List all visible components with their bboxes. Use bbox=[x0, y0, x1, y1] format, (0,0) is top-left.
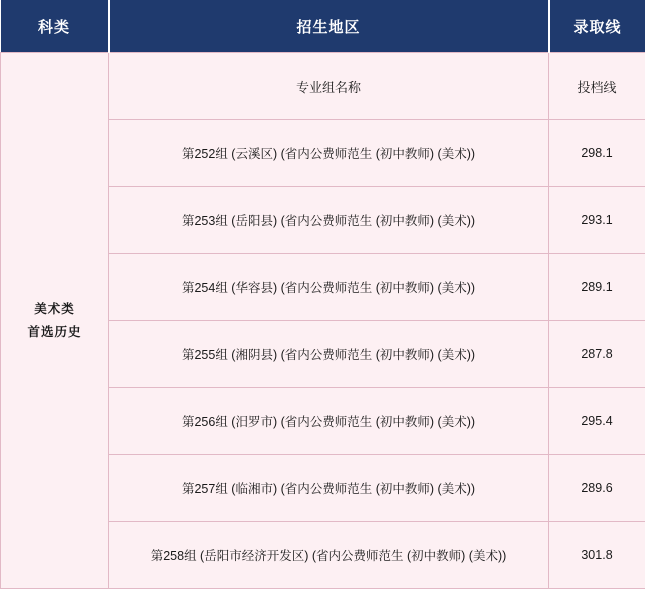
row-region: 第255组 (湘阴县) (省内公费师范生 (初中教师) (美术)) bbox=[109, 321, 549, 388]
table-body bbox=[1, 53, 645, 589]
header-category: 科类 bbox=[1, 0, 109, 53]
category-name-line2: 首选历史 bbox=[27, 324, 82, 339]
row-score: 289.1 bbox=[549, 254, 645, 321]
row-region: 第252组 (云溪区) (省内公费师范生 (初中教师) (美术)) bbox=[109, 120, 549, 187]
table-subheader-row bbox=[1, 53, 645, 120]
row-region: 第258组 (岳阳市经济开发区) (省内公费师范生 (初中教师) (美术)) bbox=[109, 522, 549, 589]
category-name-line1: 美术类 bbox=[34, 302, 75, 316]
row-score: 298.1 bbox=[549, 120, 645, 187]
header-score: 录取线 bbox=[549, 0, 645, 53]
header-region: 招生地区 bbox=[109, 0, 549, 53]
table-header bbox=[1, 0, 645, 53]
category-cell bbox=[1, 53, 109, 589]
row-score: 301.8 bbox=[549, 522, 645, 589]
subheader-region: 专业组名称 bbox=[109, 53, 549, 120]
row-region: 第257组 (临湘市) (省内公费师范生 (初中教师) (美术)) bbox=[109, 455, 549, 522]
row-region: 第256组 (汨罗市) (省内公费师范生 (初中教师) (美术)) bbox=[109, 388, 549, 455]
row-score: 289.6 bbox=[549, 455, 645, 522]
row-score: 287.8 bbox=[549, 321, 645, 388]
row-region: 第253组 (岳阳县) (省内公费师范生 (初中教师) (美术)) bbox=[109, 187, 549, 254]
subheader-score: 投档线 bbox=[549, 53, 645, 120]
row-score: 295.4 bbox=[549, 388, 645, 455]
row-score: 293.1 bbox=[549, 187, 645, 254]
row-region: 第254组 (华容县) (省内公费师范生 (初中教师) (美术)) bbox=[109, 254, 549, 321]
table-header-row bbox=[1, 0, 645, 53]
